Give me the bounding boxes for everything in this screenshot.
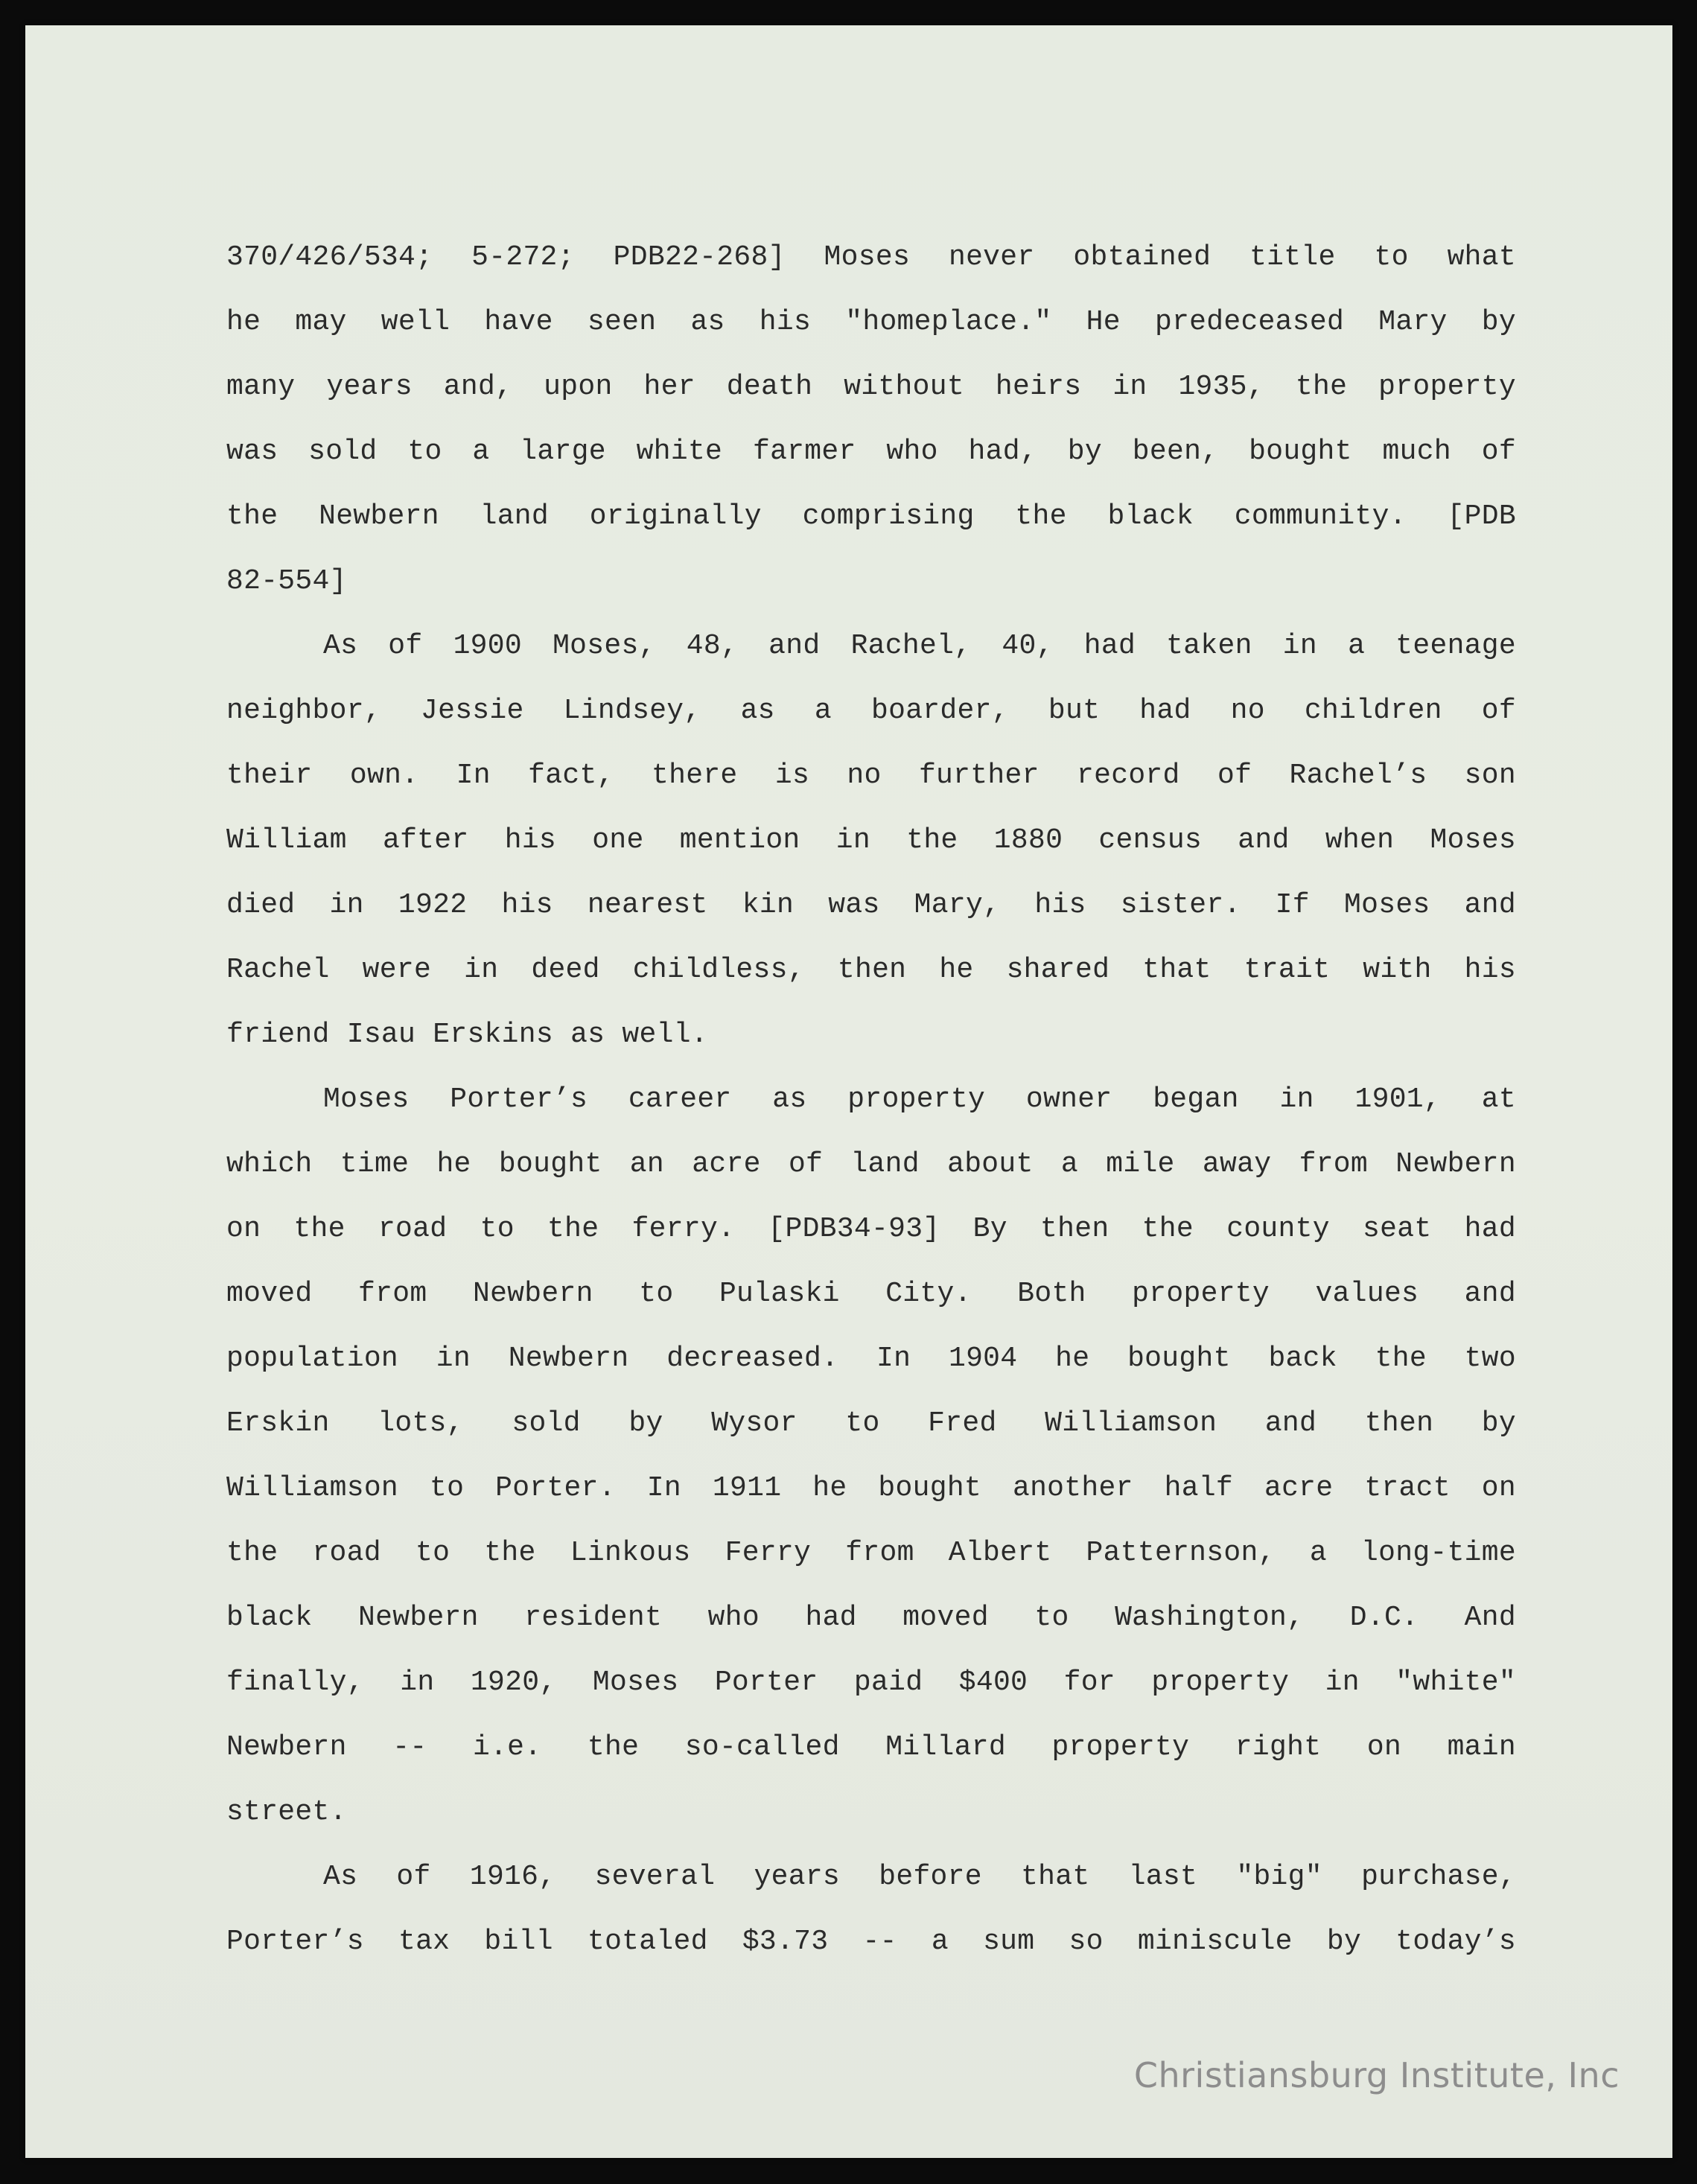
text-line: died in 1922 his nearest kin was Mary, his sister. If Moses and: [226, 889, 1516, 921]
text-line: Moses Porter’s career as property owner began in 1901, at: [323, 1083, 1516, 1115]
text-line: 370/426/534; 5-272; PDB22-268] Moses never obtained title to what: [226, 241, 1516, 273]
text-line: he may well have seen as his "homeplace." He predeceased Mary by: [226, 306, 1516, 338]
text-line: on the road to the ferry. [PDB34-93] By then the county seat had: [226, 1213, 1516, 1245]
text-line: Erskin lots, sold by Wysor to Fred Williamson and then by: [226, 1407, 1516, 1439]
text-line: population in Newbern decreased. In 1904 he bought back the two: [226, 1343, 1516, 1375]
text-line: finally, in 1920, Moses Porter paid $400 for property in "white": [226, 1666, 1516, 1699]
text-line: Porter’s tax bill totaled $3.73 -- a sum so miniscule by today’s: [226, 1926, 1516, 1958]
text-line: the road to the Linkous Ferry from Albert Patternson, a long-time: [226, 1537, 1516, 1569]
body-text: [226, 225, 1516, 1974]
text-line: moved from Newbern to Pulaski City. Both property values and: [226, 1278, 1516, 1310]
text-line: As of 1900 Moses, 48, and Rachel, 40, had taken in a teenage: [323, 630, 1516, 662]
text-line: many years and, upon her death without heirs in 1935, the property: [226, 371, 1516, 403]
text-line: was sold to a large white farmer who had, by been, bought much of: [226, 436, 1516, 468]
text-line: their own. In fact, there is no further record of Rachel’s son: [226, 760, 1516, 792]
text-line: black Newbern resident who had moved to Washington, D.C. And: [226, 1602, 1516, 1634]
text-line: street.: [226, 1796, 347, 1828]
text-line: As of 1916, several years before that last "big" purchase,: [323, 1861, 1516, 1893]
text-line: neighbor, Jessie Lindsey, as a boarder, but had no children of: [226, 695, 1516, 727]
text-line: Newbern -- i.e. the so-called Millard property right on main: [226, 1731, 1516, 1763]
text-line: Rachel were in deed childless, then he shared that trait with his: [226, 954, 1516, 986]
text-line: which time he bought an acre of land about a mile away from Newbern: [226, 1148, 1516, 1180]
text-line: the Newbern land originally comprising the black community. [PDB: [226, 500, 1516, 532]
document-page: [25, 25, 1672, 2158]
text-line: Williamson to Porter. In 1911 he bought another half acre tract on: [226, 1472, 1516, 1504]
text-line: friend Isau Erskins as well.: [226, 1019, 708, 1051]
watermark: Christiansburg Institute, Inc: [1133, 2055, 1620, 2095]
text-line: 82-554]: [226, 565, 347, 597]
text-line: William after his one mention in the 1880 census and when Moses: [226, 824, 1516, 856]
